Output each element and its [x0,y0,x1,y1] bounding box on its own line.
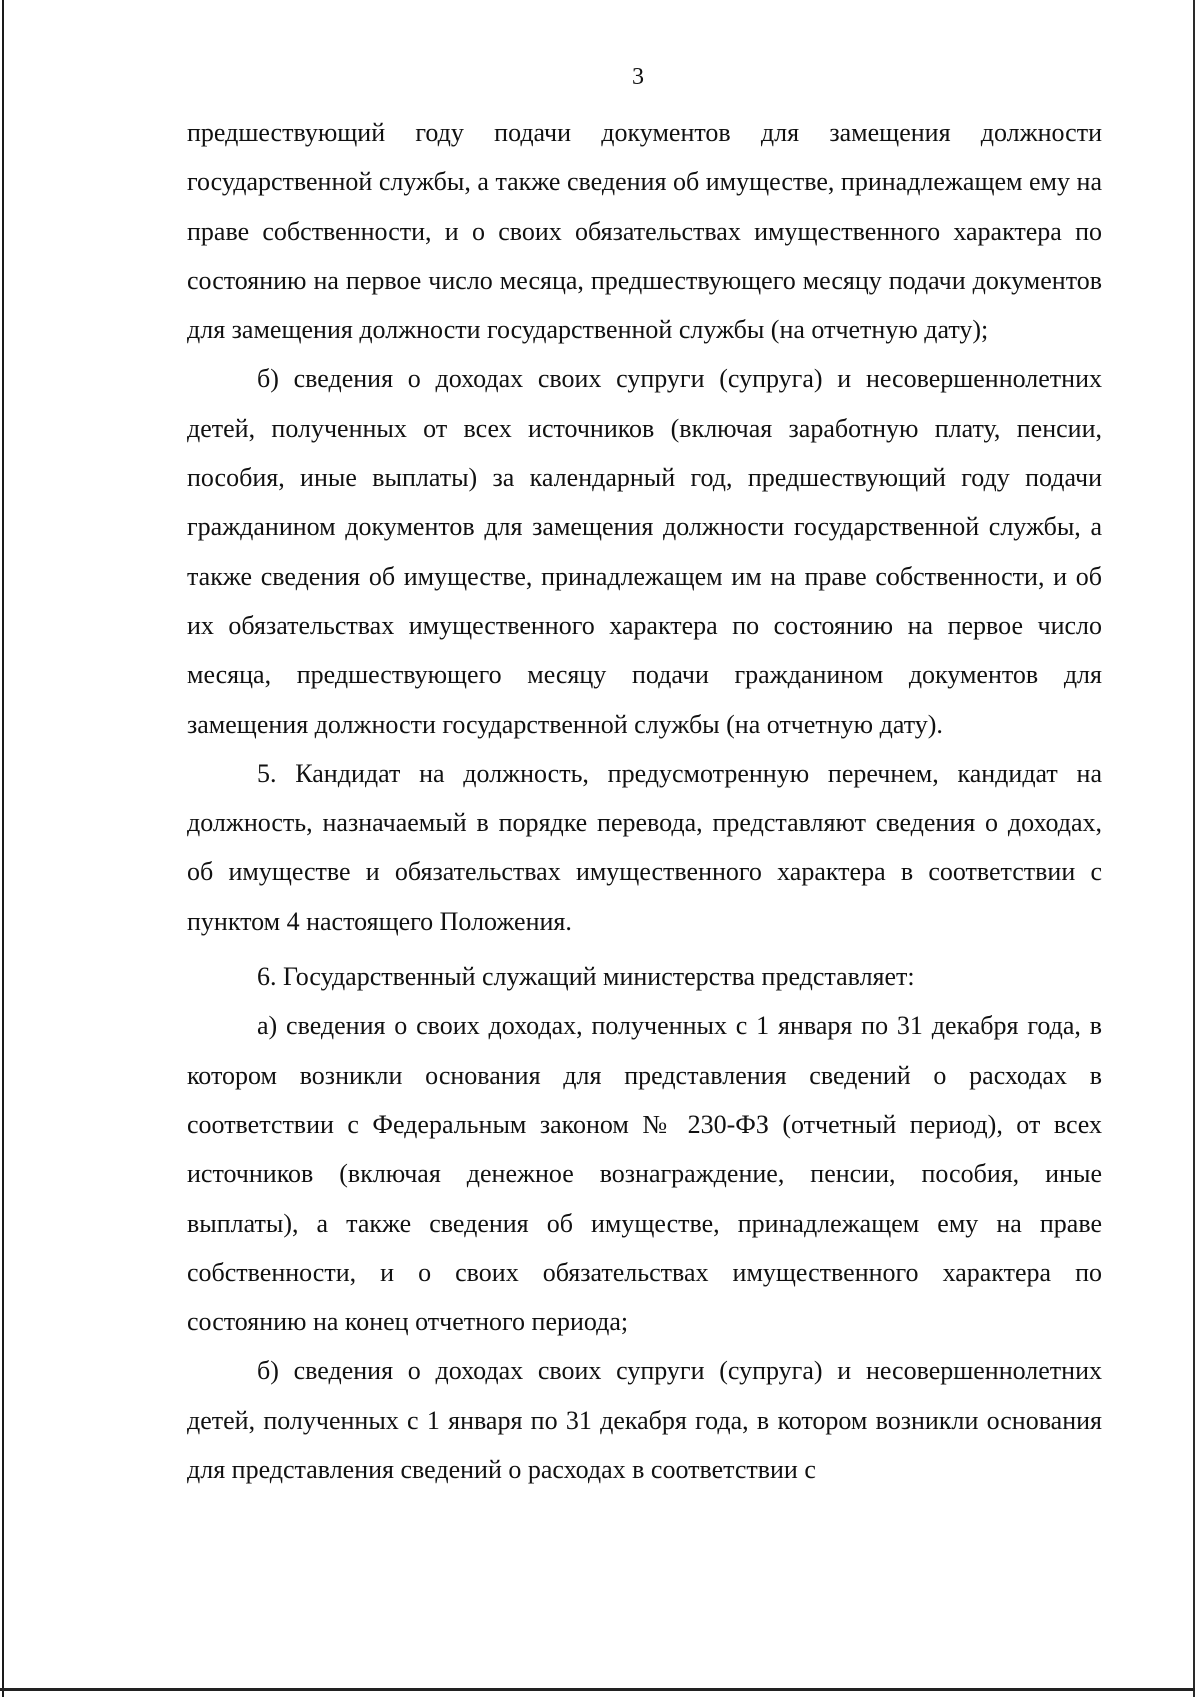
page-number: 3 [632,64,644,90]
paragraph-6: 6. Государственный служащий министерства представляет: [257,962,915,992]
paragraph-4b: б) сведения о доходах своих супруги (супруга) и несовершеннолетних детей, полученных от всех источников (включая заработную плату, пенсии, пособия, иные выплаты) за календарный год, предшествующий году подачи гражданином документов для замещения должности государственной службы, а также сведения об имуществе, принадлежащем им на праве собственности, и об их обязательствах имущественного характера по состоянию на первое число месяца, предшествующего месяцу подачи гражданином документов для замещения должности государственной службы (на отчетную дату). [187,364,1102,739]
paragraph-6b: б) сведения о доходах своих супруги (супруга) и несовершеннолетних детей, полученных с 1 января по 31 декабря года, в котором возникли основания для представления сведений о расходах в соответствии с [187,1356,1102,1485]
scan-edge-bottom [0,1688,1195,1691]
scan-edge-right [1193,0,1195,1697]
paragraph-5: 5. Кандидат на должность, предусмотренную перечнем, кандидат на должность, назначаемый в порядке перевода, представляют сведения о доходах, об имуществе и обязательствах имущественного характера в соответствии с пунктом 4 настоящего Положения. [187,758,1102,936]
scan-edge-left [2,0,4,1697]
paragraph-6a: а) сведения о своих доходах, полученных с 1 января по 31 декабря года, в котором возникли основания для представления сведений о расходах в соответствии с Федеральным законом № 230-ФЗ (отчетный период), от всех источников (включая денежное вознаграждение, пенсии, пособия, иные выплаты), а также сведения об имуществе, принадлежащем ему на праве собственности, и о своих обязательствах имущественного характера по состоянию на конец отчетного периода; [187,1011,1102,1337]
paragraph-continuation: предшествующий году подачи документов для замещения должности государственной службы, а также сведения об имуществе, принадлежащем ему на праве собственности, и о своих обязательствах имущественного характера по состоянию на первое число месяца, предшествующего месяцу подачи документов для замещения должности государственной службы (на отчетную дату); [187,118,1102,345]
document-body [187,108,1102,1494]
